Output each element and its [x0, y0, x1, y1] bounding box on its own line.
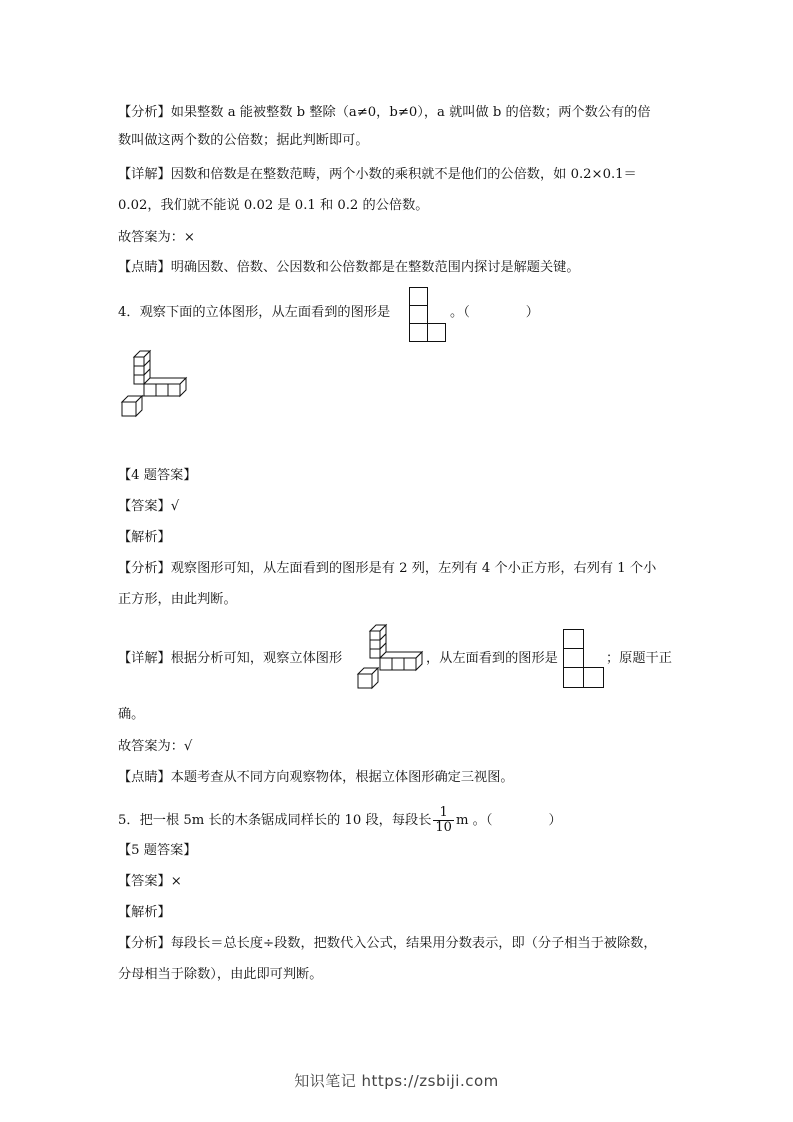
question-5: 5．把一根 5m 长的木条锯成同样长的 10 段，每段长 $\frac{1}{10}$ m 。（ ） [118, 805, 562, 835]
left-view-figure-question [409, 287, 447, 343]
answer-5: 【答案】× [118, 874, 182, 889]
explanation-label-4: 【解析】 [118, 530, 171, 545]
analysis-5-line-2: 分母相当于除数），由此即可判断。 [118, 967, 323, 982]
question-4-bracket: 。（ ） [450, 305, 539, 320]
detail-4-part-b: ，从左面看到的图形是 [426, 651, 558, 666]
detail-4-part-d: 确。 [118, 707, 145, 722]
analysis-4-line-2: 正方形，由此判断。 [118, 592, 237, 607]
explanation-label-5: 【解析】 [118, 905, 171, 920]
solid-figure-question-4 [120, 353, 190, 423]
detail-line-2: 0.02，我们就不能说 0.02 是 0.1 和 0.2 的公倍数。 [118, 198, 429, 213]
analysis-4-line-1: 【分析】观察图形可知，从左面看到的图形是有 2 列，左列有 4 个小正方形，右列有 1 个小 [118, 561, 657, 576]
detail-4-part-a: 【详解】根据分析可知，观察立体图形 [118, 651, 343, 666]
answer-heading-5: 【5 题答案】 [118, 843, 197, 858]
fraction-one-tenth: $\frac{1}{10}$ [435, 805, 452, 835]
answer-line-q4: 故答案为：√ [118, 739, 193, 754]
analysis-5-line-1: 【分析】每段长＝总长度÷段数，把数代入公式，结果用分数表示，即（分子相当于被除数， [118, 936, 657, 951]
question-4-text: 4．观察下面的立体图形，从左面看到的图形是 [118, 305, 391, 320]
key-point-q4: 【点睛】本题考查从不同方向观察物体，根据立体图形确定三视图。 [118, 770, 514, 785]
analysis-line-1: 【分析】如果整数 a 能被整数 b 整除（a≠0，b≠0），a 就叫做 b 的倍数；两个数公有的倍 [118, 105, 651, 120]
question-4 [118, 303, 390, 323]
detail-4-part-c: ；原题干正 [606, 651, 672, 666]
key-point-q3: 【点睛】明确因数、倍数、公因数和公倍数都是在整数范围内探讨是解题关键。 [118, 260, 580, 275]
answer-heading-4: 【4 题答案】 [118, 468, 197, 483]
left-view-figure-detail [563, 629, 605, 689]
answer-line-q3: 故答案为：× [118, 230, 195, 245]
solid-figure-detail [356, 625, 426, 691]
answer-4: 【答案】√ [118, 499, 180, 514]
footer-watermark: 知识笔记 https://zsbiji.com [294, 1072, 499, 1090]
analysis-line-2: 数叫做这两个数的公倍数；据此判断即可。 [118, 133, 369, 148]
detail-line-1: 【详解】因数和倍数是在整数范畴，两个小数的乘积就不是他们的公倍数，如 0.2×0.1＝ [118, 167, 637, 182]
